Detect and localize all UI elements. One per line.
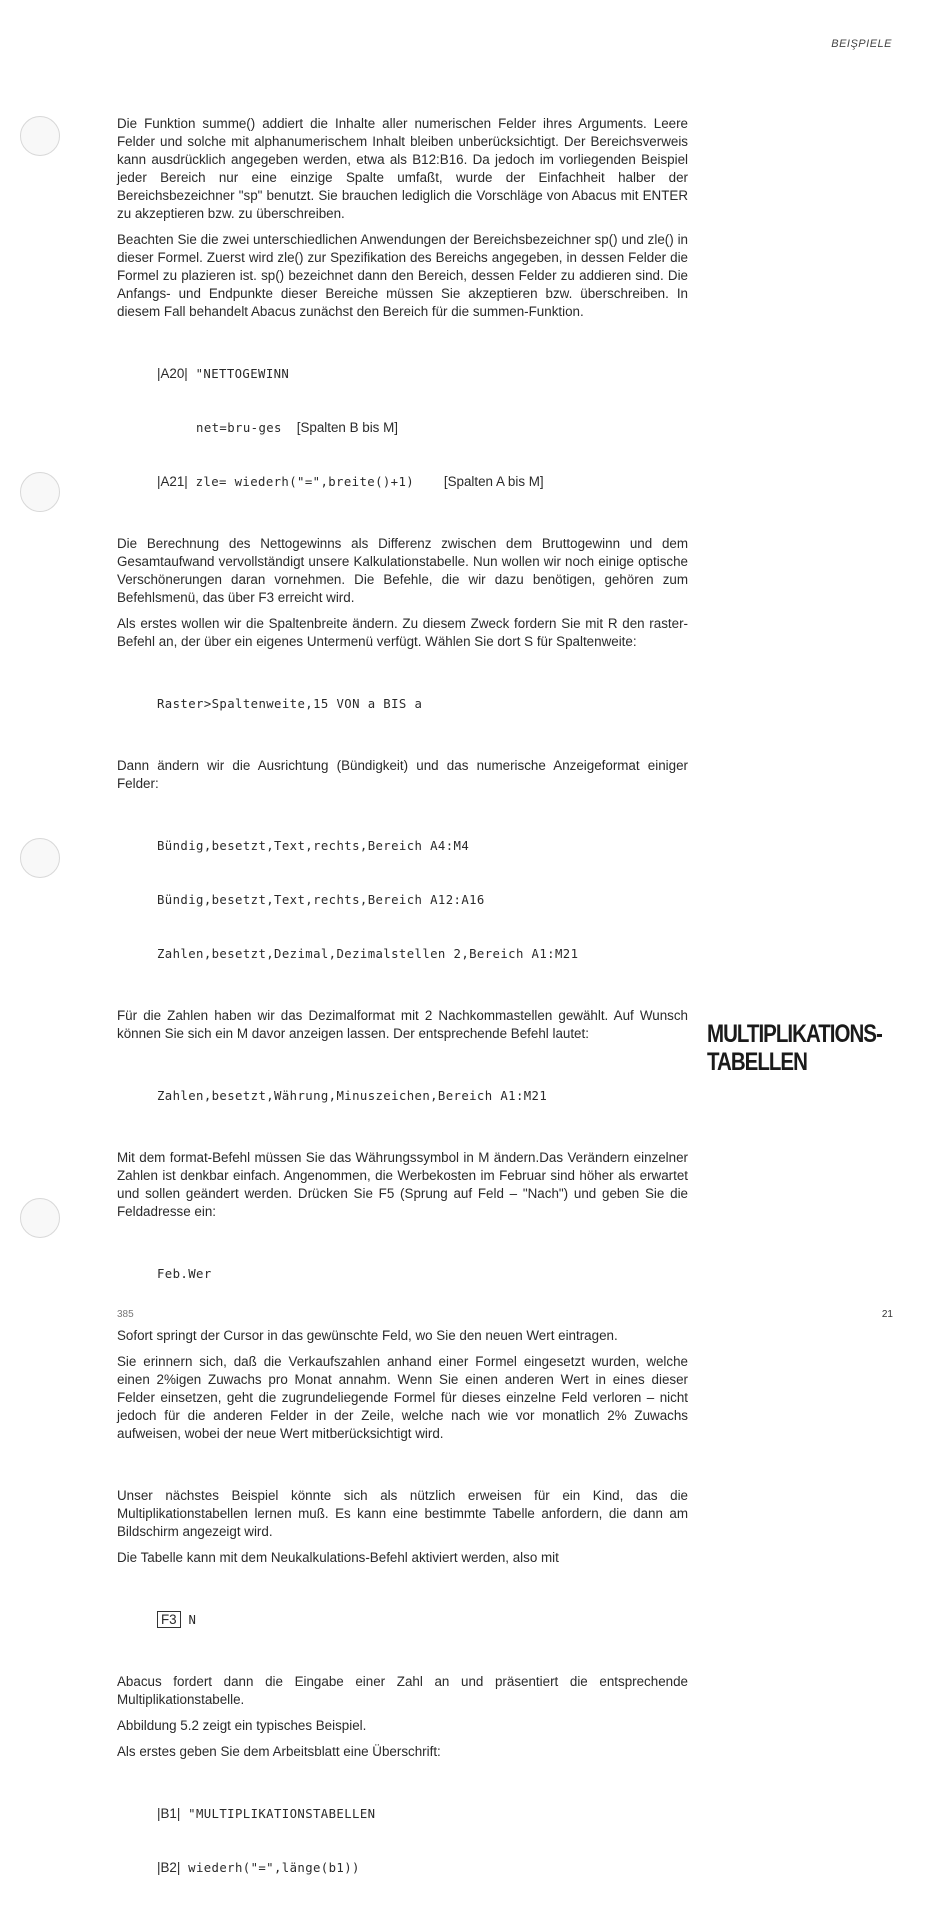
running-header: BEIŞPIELE (831, 38, 892, 50)
code-line (157, 473, 688, 491)
code-block (157, 1051, 688, 1141)
code-block (157, 1575, 688, 1665)
paragraph: Beachten Sie die zwei unterschiedlichen Anwendungen der Bereichsbezeichner sp() und zle() in dieser Formel. Zuerst wird zle() zur Spezifikation des Bereichs angegeben, in dessen Felder die Formel zu plazieren ist. sp() bezeichnet dann den Bereich, dessen Felder zu addieren sind. Die Anfangs- und Endpunkte dieser Bereiche müssen Sie akzeptieren bzw. überschreiben. In diesem Fall behandelt Abacus zunächst den Bereich für die summen-Funktion. (117, 232, 688, 319)
code-line: Bündig,besetzt,Text,rechts,Bereich A12:A16 (157, 893, 485, 907)
code-note: [Spalten B bis M] (281, 420, 398, 435)
binder-hole (20, 838, 60, 878)
paragraph: Unser nächstes Beispiel könnte sich als nützlich erweisen für ein Kind, das die Multiplikationstabellen lernen muß. Es kann eine bestimmte Tabelle anfordern, die dann am Bildschirm angezeigt wird. (117, 1488, 688, 1539)
code-line (157, 419, 688, 437)
code-line (157, 365, 688, 383)
code-text: N (180, 1613, 197, 1627)
cell-reference: |B1| (157, 1806, 181, 1821)
section-heading-line: TABELLEN (707, 1048, 807, 1076)
function-key: F3 (157, 1611, 181, 1628)
paragraph: Als erstes geben Sie dem Arbeitsblatt eine Überschrift: (117, 1744, 441, 1759)
paragraph: Dann ändern wir die Ausrichtung (Bündigkeit) und das numerische Anzeigeformat einiger Felder: (117, 758, 688, 791)
paragraph: Abbildung 5.2 zeigt ein typisches Beispiel. (117, 1718, 367, 1733)
code-text: "NETTOGEWINN (187, 367, 290, 381)
main-text-column (117, 115, 688, 1921)
code-line (157, 1805, 688, 1823)
code-block (157, 801, 688, 999)
page-number: 21 (881, 1309, 893, 1320)
code-line (157, 1859, 688, 1877)
code-block (157, 659, 688, 749)
paragraph: Mit dem format-Befehl müssen Sie das Währungssymbol in M ändern.Das Verändern einzelner Zahlen ist denkbar einfach. Angenommen, die Werbekosten im Februar sind höher als erwartet und sollen geändert werden. Drücken Sie F5 (Sprung auf Feld – "Nach") und geben Sie die Feldadresse ein: (117, 1150, 688, 1219)
code-block (157, 1229, 688, 1319)
paragraph: Für die Zahlen haben wir das Dezimalformat mit 2 Nachkommastellen gewählt. Auf Wunsch können Sie sich ein M davor anzeigen lassen. Der entsprechende Befehl lautet: (117, 1008, 688, 1041)
code-block (157, 1769, 688, 1913)
paragraph: Abacus fordert dann die Eingabe einer Zahl an und präsentiert die entsprechende Multiplikationstabelle. (117, 1674, 688, 1707)
paragraph: Sofort springt der Cursor in das gewünschte Feld, wo Sie den neuen Wert eintragen. (117, 1328, 618, 1343)
code-line: Zahlen,besetzt,Währung,Minuszeichen,Bereich A1:M21 (157, 1089, 548, 1103)
code-text: zle= wiederh("=",breite()+1) (187, 475, 415, 489)
code-line: Bündig,besetzt,Text,rechts,Bereich A4:M4 (157, 839, 470, 853)
section-heading (707, 1020, 882, 1076)
footer-code: 385 (117, 1309, 134, 1320)
cell-reference: |B2| (157, 1860, 181, 1875)
paragraph: Die Funktion summe() addiert die Inhalte aller numerischen Felder ihres Arguments. Leere Felder und solche mit alphanumerischem Inhalt bleiben unberücksichtigt. Der Bereichsverweis kann ausdrücklich angegeben werden, etwa als B12:B16. Da jedoch im vorliegenden Beispiel jeder Bereich nur eine einzige Spalte umfaßt, wurde der Einfachheit halber der Bereichsbezeichner "sp" benutzt. Sie brauchen lediglich die Vorschläge von Abacus mit ENTER zu akzeptieren bzw. zu überschreiben. (117, 116, 688, 221)
cell-reference: |A21| (157, 474, 188, 489)
binder-hole (20, 116, 60, 156)
code-text: net=bru-ges (157, 421, 282, 435)
section-heading-line: MULTIPLIKATIONS- (707, 1020, 882, 1048)
paragraph: Sie erinnern sich, daß die Verkaufszahlen anhand einer Formel eingesetzt wurden, welche einen 2%igen Zuwachs pro Monat annahm. Wenn Sie einen anderen Wert in eines dieser Felder einsetzen, geht die zugrundeliegende Formel für dieses einzelne Feld verloren – nicht jedoch für die anderen Felder in der Zeile, welche nach wie vor monatlich 2% Zuwachs aufweisen, wobei der neue Wert mitberücksichtigt wird. (117, 1354, 688, 1441)
code-line: Raster>Spaltenweite,15 VON a BIS a (157, 697, 423, 711)
cell-reference: |A20| (157, 366, 188, 381)
code-note: [Spalten A bis M] (414, 474, 544, 489)
code-block (157, 329, 688, 527)
paragraph: Als erstes wollen wir die Spaltenbreite ändern. Zu diesem Zweck fordern Sie mit R den raster-Befehl an, der über ein eigenes Untermenü verfügt. Wählen Sie dort S für Spaltenweite: (117, 616, 688, 649)
code-text: wiederh("=",länge(b1)) (180, 1861, 360, 1875)
binder-hole (20, 472, 60, 512)
code-line: Feb.Wer (157, 1267, 212, 1281)
code-line (157, 1611, 688, 1629)
paragraph: Die Berechnung des Nettogewinns als Differenz zwischen dem Bruttogewinn und dem Gesamtaufwand vervollständigt unsere Kalkulationstabelle. Nun wollen wir noch einige optische Verschönerungen daran vornehmen. Die Befehle, die wir dazu benötigen, gehören zum Befehlsmenü, das über F3 erreicht wird. (117, 536, 688, 605)
code-line: Zahlen,besetzt,Dezimal,Dezimalstellen 2,Bereich A1:M21 (157, 947, 579, 961)
code-text: "MULTIPLIKATIONSTABELLEN (180, 1807, 376, 1821)
paragraph: Die Tabelle kann mit dem Neukalkulations-Befehl aktiviert werden, also mit (117, 1550, 559, 1565)
binder-hole (20, 1198, 60, 1238)
